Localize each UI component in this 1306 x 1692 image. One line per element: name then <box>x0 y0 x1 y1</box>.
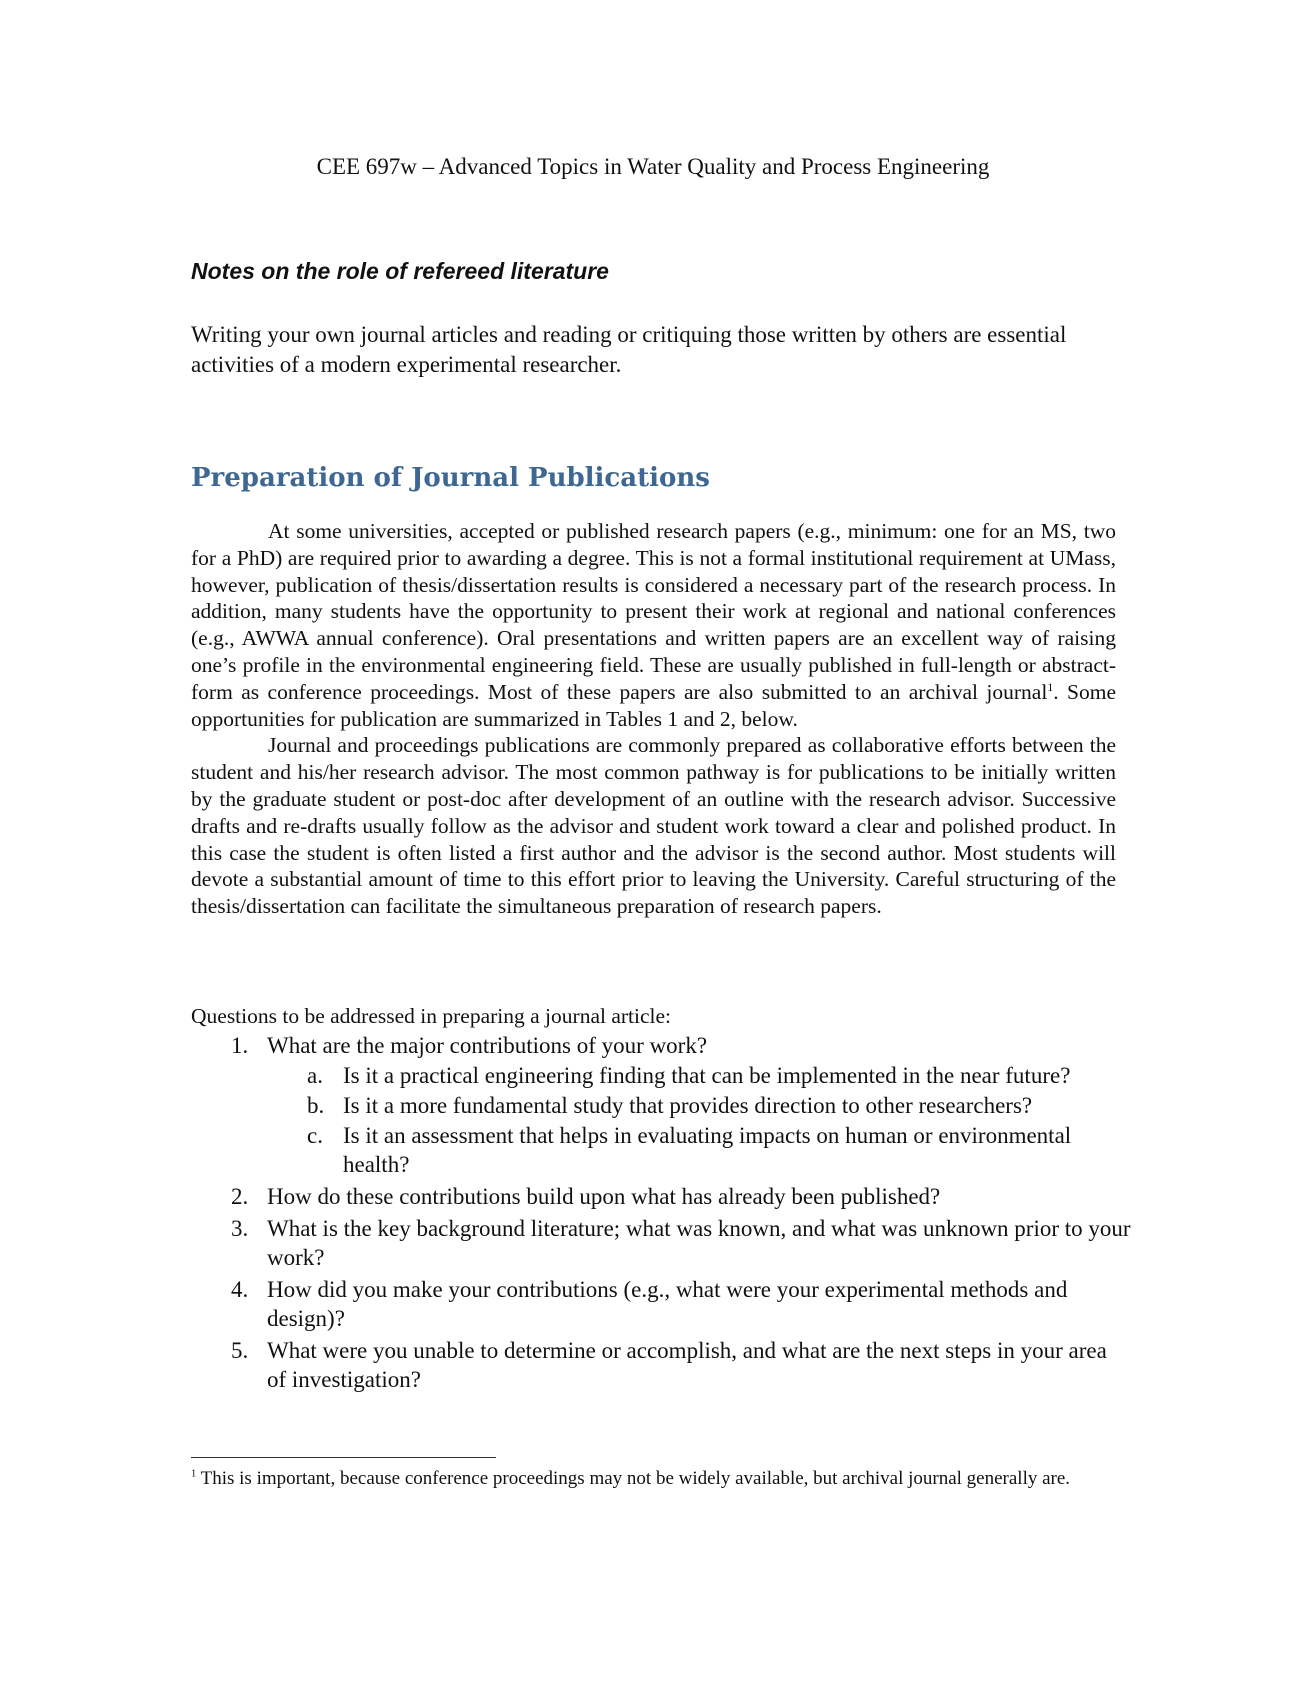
sub-list-item <box>267 1061 1131 1090</box>
list-item <box>191 1031 1131 1179</box>
sub-list-item <box>267 1121 1131 1179</box>
list-number: 2. <box>231 1184 249 1209</box>
list-number: 1. <box>231 1033 249 1058</box>
list-item-text: How did you make your contributions (e.g., what were your experimental methods and design)? <box>267 1277 1068 1331</box>
sub-list-item <box>267 1091 1131 1120</box>
list-number: 4. <box>231 1277 249 1302</box>
list-item-text: What are the major contributions of your work? <box>267 1033 708 1058</box>
list-item <box>191 1275 1131 1333</box>
list-item <box>191 1336 1131 1394</box>
body-paragraph-2: Journal and proceedings publications are commonly prepared as collaborative efforts between the student and his/her research advisor. The most common pathway is for publications to be initially written by the graduate student or post-doc after development of an outline with the research advisor. Successive drafts and re-drafts usually follow as the advisor and student work toward a clear and polished product. In this case the student is often listed a first author and the advisor is the second author. Most students will devote a substantial amount of time to this effort prior to leaving the University. Careful structuring of the thesis/dissertation can facilitate the simultaneous preparation of research papers. <box>191 733 1116 919</box>
questions-list <box>191 1031 1131 1394</box>
course-title: CEE 697w – Advanced Topics in Water Quality and Process Engineering <box>316 154 990 179</box>
section-heading: Preparation of Journal Publications <box>191 463 710 493</box>
sub-list-letter: b. <box>307 1093 325 1118</box>
footnote-text: This is important, because conference proceedings may not be widely available, but archival journal generally are. <box>196 1468 1071 1489</box>
sub-list-item-text: Is it a more fundamental study that provides direction to other researchers? <box>343 1093 1033 1118</box>
list-item <box>191 1182 1131 1211</box>
body-paragraph-1 <box>191 518 1116 732</box>
list-number: 5. <box>231 1338 249 1363</box>
list-number: 3. <box>231 1216 249 1241</box>
sub-questions-list <box>267 1061 1131 1179</box>
footnote-reference[interactable]: 1 <box>1047 679 1054 694</box>
list-item-text: What is the key background literature; what was known, and what was unknown prior to your work? <box>267 1216 1131 1270</box>
sub-list-item-text: Is it an assessment that helps in evaluating impacts on human or environmental health? <box>343 1123 1072 1177</box>
footnote-divider <box>191 1457 496 1458</box>
questions-intro: Questions to be addressed in preparing a journal article: <box>191 1004 672 1028</box>
footnote-marker: 1 <box>191 1468 197 1480</box>
section-body <box>191 518 1116 920</box>
paragraph-1-text-end: . Some opportunities for publication are summarized in Tables 1 and 2, below. <box>191 679 1116 731</box>
sub-list-letter: c. <box>307 1123 323 1148</box>
footnote <box>191 1466 1071 1491</box>
intro-paragraph: Writing your own journal articles and reading or critiquing those written by others are essential activities of a modern experimental researcher. <box>191 322 1067 377</box>
notes-heading: Notes on the role of refereed literature <box>191 258 609 284</box>
sub-list-letter: a. <box>307 1063 323 1088</box>
questions-section <box>191 1003 1131 1397</box>
list-item <box>191 1214 1131 1272</box>
list-item-text: How do these contributions build upon what has already been published? <box>267 1184 941 1209</box>
paragraph-1-text: At some universities, accepted or published research papers (e.g., minimum: one for an MS, two for a PhD) are required prior to awarding a degree. This is not a formal institutional requirement at UMass, however, publication of thesis/dissertation results is considered a necessary part of the research process. In addition, many students have the opportunity to present their work at regional and national conferences (e.g., AWWA annual conference). Oral presentations and written papers are an excellent way of raising one’s profile in the environmental engineering field. These are usually published in full-length or abstract-form as conference proceedings. Most of these papers are also submitted to an archival journal <box>191 519 1116 704</box>
list-item-text: What were you unable to determine or accomplish, and what are the next steps in your area of investigation? <box>267 1338 1107 1392</box>
sub-list-item-text: Is it a practical engineering finding that can be implemented in the near future? <box>343 1063 1071 1088</box>
